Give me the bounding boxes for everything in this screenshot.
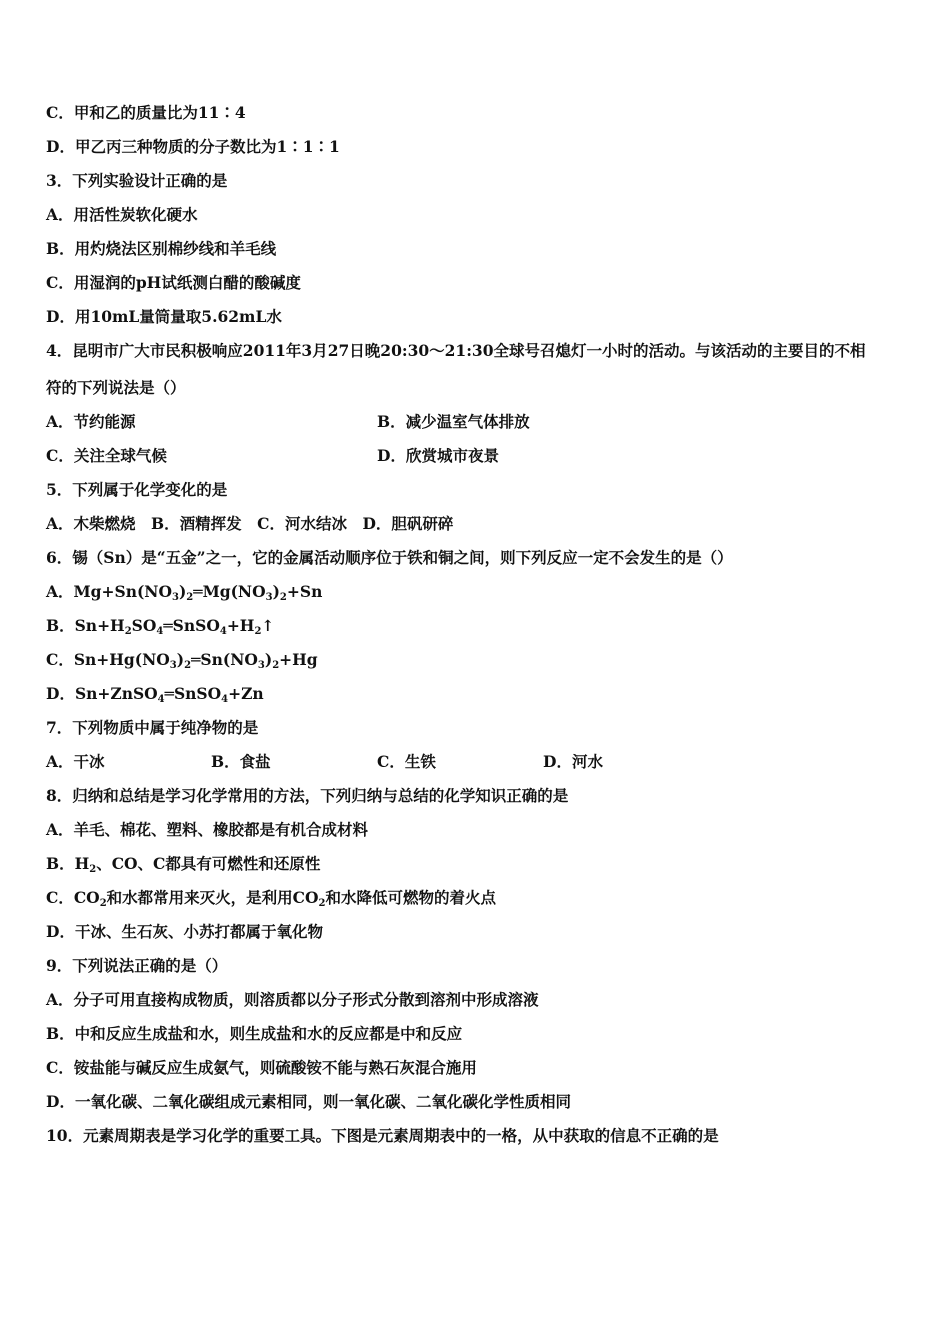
text-segment: C．关注全球气候 <box>46 446 167 465</box>
text-segment: A．用活性炭软化硬水 <box>46 205 198 224</box>
line-text <box>46 922 323 942</box>
text-segment: ) <box>272 582 280 601</box>
text-segment: C．生铁 <box>377 752 436 771</box>
subscript: 4 <box>157 694 165 705</box>
subscript: 2 <box>254 626 262 637</box>
option-text <box>543 752 603 772</box>
text-segment: 、CO、C都具有可燃性和还原性 <box>96 854 321 873</box>
text-segment: ) <box>178 582 187 601</box>
option-text <box>46 752 105 772</box>
subscript: 3 <box>171 592 179 603</box>
subscript: 4 <box>156 626 164 637</box>
text-segment: ) <box>264 650 273 669</box>
text-segment: 3．下列实验设计正确的是 <box>46 171 228 190</box>
text-segment: D．用10mL量筒量取5.62mL水 <box>46 307 282 326</box>
text-segment: C．CO <box>46 888 100 907</box>
text-segment: C．铵盐能与碱反应生成氨气，则硫酸铵不能与熟石灰混合施用 <box>46 1058 477 1077</box>
line-text <box>46 137 340 157</box>
option-text <box>46 446 167 466</box>
subscript: 2 <box>99 898 107 909</box>
text-segment: ═Sn(NO <box>191 650 258 669</box>
text-segment: +Zn <box>228 684 264 703</box>
line-text <box>46 1092 571 1112</box>
text-segment: A．Mg+Sn(NO <box>46 582 172 601</box>
subscript: 2 <box>318 898 326 909</box>
text-segment: D．干冰、生石灰、小苏打都属于氧化物 <box>46 922 323 941</box>
line-text <box>46 820 368 840</box>
text-segment: +Sn <box>286 582 323 601</box>
text-segment: B．H <box>46 854 90 873</box>
line-text <box>46 990 539 1010</box>
text-segment: +Hg <box>279 650 318 669</box>
text-segment: C．用湿润的pH试纸测白醋的酸碱度 <box>46 273 301 292</box>
subscript: 3 <box>265 592 273 603</box>
text-segment: A．羊毛、棉花、塑料、橡胶都是有机合成材料 <box>46 820 369 839</box>
text-segment: 10．元素周期表是学习化学的重要工具。下图是元素周期表中的一格，从中获取的信息不正确的是 <box>46 1126 719 1145</box>
subscript: 2 <box>186 592 194 603</box>
text-segment: C．甲和乙的质量比为11∶4 <box>46 103 246 122</box>
line-text <box>46 378 186 398</box>
line-text <box>46 514 453 534</box>
text-segment: A．分子可用直接构成物质，则溶质都以分子形式分散到溶剂中形成溶液 <box>46 990 539 1009</box>
line-text <box>46 1058 477 1078</box>
subscript: 2 <box>272 660 280 671</box>
line-text <box>46 171 227 191</box>
line-text <box>46 650 318 676</box>
subscript: 2 <box>184 660 192 671</box>
text-segment: B．Sn+H <box>46 616 125 635</box>
text-segment: 4．昆明市广大市民积极响应2011年3月27日晚20:30～21:30全球号召熄灯一小时的活动。与该活动的主要目的不相 <box>46 341 866 360</box>
text-segment: B．用灼烧法区别棉纱线和羊毛线 <box>46 239 277 258</box>
subscript: 4 <box>221 694 229 705</box>
line-text <box>46 956 227 976</box>
line-text <box>46 888 496 914</box>
text-segment: ↑ <box>261 616 275 635</box>
option-text <box>211 752 271 772</box>
line-text <box>46 103 246 123</box>
line-text <box>46 1126 719 1146</box>
line-text <box>46 582 322 608</box>
text-segment: 和水都常用来灭火，是利用CO <box>106 888 319 907</box>
text-segment: B．中和反应生成盐和水，则生成盐和水的反应都是中和反应 <box>46 1024 463 1043</box>
line-text <box>46 480 227 500</box>
line-text <box>46 718 258 738</box>
subscript: 2 <box>279 592 287 603</box>
line-text <box>46 273 301 293</box>
line-text <box>46 205 198 225</box>
text-segment: ═SnSO <box>164 684 222 703</box>
line-text <box>46 239 276 259</box>
text-segment: D．Sn+ZnSO <box>46 684 158 703</box>
line-text <box>46 616 274 642</box>
option-text <box>46 412 136 432</box>
text-segment: 9．下列说法正确的是（） <box>46 956 228 975</box>
option-text <box>377 412 530 432</box>
text-segment: ═SnSO <box>163 616 220 635</box>
text-segment: 8．归纳和总结是学习化学常用的方法，下列归纳与总结的化学知识正确的是 <box>46 786 569 805</box>
text-segment: ═Mg(NO <box>193 582 266 601</box>
text-segment: C．Sn+Hg(NO <box>46 650 170 669</box>
text-segment: A．节约能源 <box>46 412 136 431</box>
text-segment: A．木柴燃烧 B．酒精挥发 C．河水结冰 D．胆矾研碎 <box>46 514 454 533</box>
text-segment: 5．下列属于化学变化的是 <box>46 480 228 499</box>
text-segment: ) <box>176 650 185 669</box>
text-segment: A．干冰 <box>46 752 105 771</box>
text-segment: 符的下列说法是（） <box>46 378 186 397</box>
option-text <box>377 446 499 466</box>
subscript: 4 <box>219 626 227 637</box>
text-segment: B．减少温室气体排放 <box>377 412 530 431</box>
subscript: 3 <box>169 660 177 671</box>
subscript: 3 <box>257 660 265 671</box>
text-segment: 6．锡（Sn）是“五金”之一，它的金属活动顺序位于铁和铜之间，则下列反应一定不会发生的是（） <box>46 548 733 567</box>
text-segment: SO <box>131 616 157 635</box>
text-segment: D．欣赏城市夜景 <box>377 446 499 465</box>
text-segment: D．一氧化碳、二氧化碳组成元素相同，则一氧化碳、二氧化碳化学性质相同 <box>46 1092 571 1111</box>
line-text <box>46 307 282 327</box>
text-segment: B．食盐 <box>211 752 271 771</box>
line-text <box>46 548 733 568</box>
text-segment: D．河水 <box>543 752 603 771</box>
line-text <box>46 341 866 361</box>
subscript: 2 <box>124 626 132 637</box>
text-segment: 和水降低可燃物的着火点 <box>325 888 496 907</box>
line-text <box>46 854 320 880</box>
text-segment: D．甲乙丙三种物质的分子数比为1∶1∶1 <box>46 137 340 156</box>
line-text <box>46 684 264 710</box>
line-text <box>46 786 568 806</box>
subscript: 2 <box>89 864 97 875</box>
option-text <box>377 752 436 772</box>
text-segment: 7．下列物质中属于纯净物的是 <box>46 718 259 737</box>
line-text <box>46 1024 462 1044</box>
text-segment: +H <box>226 616 255 635</box>
